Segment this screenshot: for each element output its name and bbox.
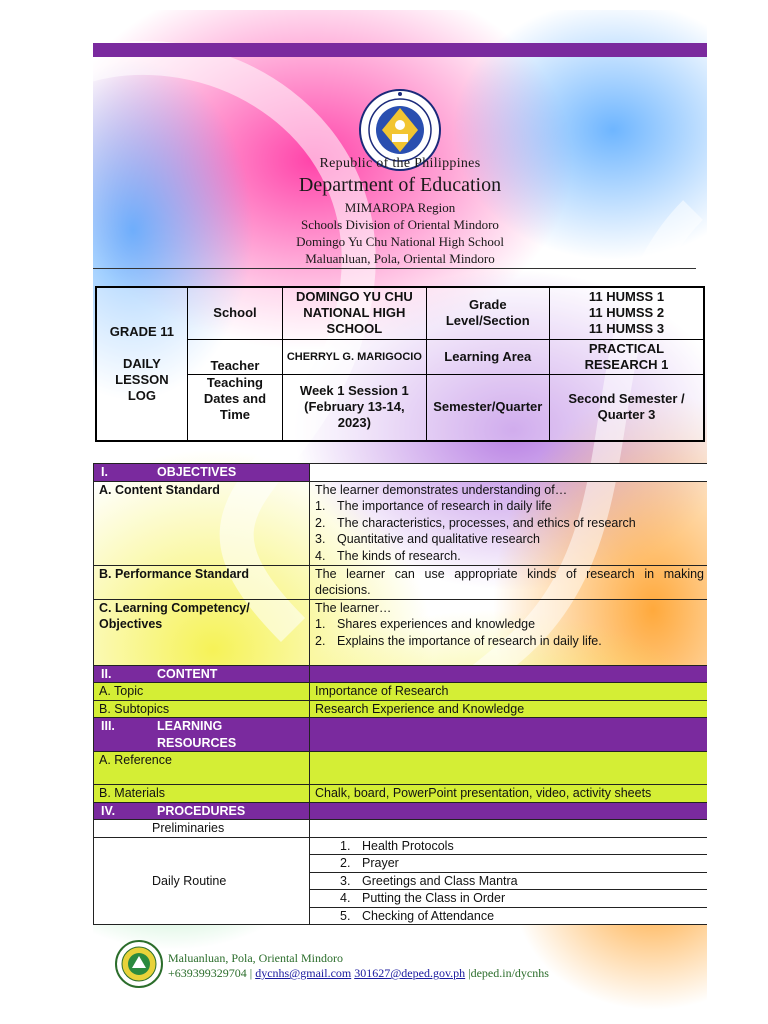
- teaching-dates-label: Teaching Dates and Time: [187, 374, 282, 441]
- competency-label: C. Learning Competency/ Objectives: [94, 599, 310, 665]
- school-value: DOMINGO YU CHU NATIONAL HIGH SCHOOL: [283, 287, 426, 339]
- section-heading: CONTENT: [157, 666, 218, 681]
- semester-label: Semester/Quarter: [426, 374, 549, 441]
- routine-item: 2. Prayer: [310, 855, 708, 873]
- lesson-info-table: [95, 286, 705, 442]
- department-title: Department of Education: [298, 174, 502, 196]
- performance-standard-value: The learner can use appropriate kinds of research in making decisions.: [310, 565, 708, 599]
- section-item: 11 HUMSS 3: [588, 321, 665, 337]
- materials-value: Chalk, board, PowerPoint presentation, video, activity sheets: [310, 785, 708, 803]
- address-line: Maluanluan, Pola, Oriental Mindoro: [305, 251, 495, 266]
- school-label: School: [187, 287, 282, 339]
- school-line: Domingo Yu Chu National High School: [296, 234, 504, 249]
- preliminaries-row: [94, 820, 708, 838]
- competency-row: [94, 599, 708, 665]
- routine-item: 4. Putting the Class in Order: [310, 890, 708, 908]
- routine-item: 5. Checking of Attendance: [310, 907, 708, 925]
- footer-address: Maluanluan, Pola, Oriental Mindoro: [168, 951, 343, 965]
- grade-title-cell: [96, 287, 187, 441]
- section-procedures-row: [94, 802, 708, 820]
- subtopics-label: B. Subtopics: [94, 700, 310, 718]
- footer-contacts: +639399329704 | dycnhs@gmail.com 301627@deped.gov.ph |deped.in/dycnhs: [168, 966, 549, 980]
- grade-title: GRADE 11: [109, 324, 175, 339]
- footer-text: [168, 951, 549, 981]
- content-standard-intro: The learner demonstrates understanding of…: [315, 482, 568, 497]
- content-standard-row: [94, 481, 708, 565]
- lesson-log-page: [93, 10, 707, 1010]
- footer-deped-email-link[interactable]: 301627@deped.gov.ph: [354, 966, 466, 980]
- header-divider: [93, 268, 696, 269]
- republic-line: Republic of the Philippines: [319, 156, 481, 171]
- materials-row: [94, 785, 708, 803]
- reference-row: [94, 752, 708, 785]
- teaching-dates-value: Week 1 Session 1 (February 13-14, 2023): [283, 374, 426, 441]
- top-accent-bar: [93, 43, 707, 57]
- section-number: II.: [101, 666, 112, 681]
- section-number: IV.: [101, 803, 116, 818]
- topic-label: A. Topic: [94, 683, 310, 701]
- list-item: 2. Explains the importance of research in daily life.: [315, 633, 602, 648]
- section-item: 11 HUMSS 2: [588, 305, 665, 321]
- lesson-plan-table: [93, 463, 707, 925]
- learning-area-value: PRACTICAL RESEARCH 1: [549, 339, 704, 374]
- section-heading: PROCEDURES: [157, 803, 246, 818]
- reference-value: [310, 752, 708, 785]
- learning-area-label: Learning Area: [426, 339, 549, 374]
- daily-routine-label: Daily Routine: [94, 837, 310, 925]
- section-heading: OBJECTIVES: [157, 465, 237, 479]
- topic-value: Importance of Research: [310, 683, 708, 701]
- footer-site[interactable]: deped.in/dycnhs: [470, 966, 549, 980]
- routine-item: 1. Health Protocols: [310, 837, 708, 855]
- competency-intro: The learner…: [315, 600, 392, 615]
- subtopics-value: Research Experience and Knowledge: [310, 700, 708, 718]
- routine-item: 3. Greetings and Class Mantra: [310, 872, 708, 890]
- subtopics-row: [94, 700, 708, 718]
- page-footer: [113, 940, 707, 992]
- footer-email-link[interactable]: dycnhs@gmail.com: [255, 966, 352, 980]
- reference-label: A. Reference: [94, 752, 310, 785]
- topic-row: [94, 683, 708, 701]
- log-title: DAILY LESSON LOG: [115, 356, 169, 403]
- materials-label: B. Materials: [94, 785, 310, 803]
- preliminaries-label: Preliminaries: [94, 820, 310, 838]
- region-line: MIMAROPA Region: [344, 200, 456, 215]
- list-item: 2. The characteristics, processes, and ethics of research: [315, 515, 636, 530]
- section-number: III.: [101, 719, 115, 733]
- sections-cell: [549, 287, 704, 339]
- semester-value: Second Semester / Quarter 3: [549, 374, 704, 441]
- section-objectives-row: [94, 464, 708, 482]
- section-heading: LEARNING RESOURCES: [157, 719, 237, 750]
- list-item: 1. Shares experiences and knowledge: [315, 617, 536, 631]
- list-item: 1. The importance of research in daily life: [315, 499, 552, 513]
- section-item: 11 HUMSS 1: [588, 289, 665, 305]
- section-number: I.: [101, 465, 108, 479]
- teacher-value: CHERRYL G. MARIGOCIO: [283, 339, 426, 374]
- performance-standard-label: B. Performance Standard: [94, 565, 310, 599]
- routine-row: [94, 837, 708, 855]
- performance-standard-row: [94, 565, 708, 599]
- school-seal-logo: [115, 940, 163, 988]
- list-item: 4. The kinds of research.: [315, 548, 461, 563]
- section-content-row: [94, 665, 708, 683]
- footer-phone: +639399329704: [168, 966, 247, 980]
- teacher-label: Teacher: [187, 339, 282, 374]
- grade-level-label: Grade Level/Section: [426, 287, 549, 339]
- section-resources-row: [94, 718, 708, 752]
- content-standard-label: A. Content Standard: [94, 481, 310, 565]
- list-item: 3. Quantitative and qualitative research: [315, 532, 540, 546]
- division-line: Schools Division of Oriental Mindoro: [301, 217, 499, 232]
